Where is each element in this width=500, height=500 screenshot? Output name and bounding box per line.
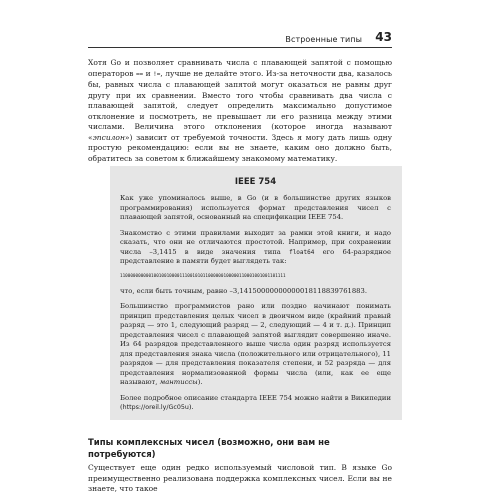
header-rule	[88, 47, 392, 48]
running-header-section: Встроенные типы	[285, 35, 362, 44]
text-run: Большинство программистов рано или поздно начинают понимать принцип представления целых чисел в двоичном виде (крайний правый разряд — это 1, следующий разряд — 2, следующий — 4 и т. д.). Принцип представления чисел с плавающей запятой выглядит совершенно иначе. Из 64 разрядов представленного выше числа один разряд используется для представления знака числа (положительного или отрицательного), 11 разрядов — для представления показателя степени, и 52 разряда — для представления нормализованной формы числа (или, как ее еще называют,	[120, 302, 391, 386]
paragraph-float-comparison	[88, 58, 392, 164]
sidebar-paragraph-intro: Как уже упоминалось выше, в Go (и в большинстве других языков программирования) используется формат представления чисел с плавающей запятой, основанный на спецификации IEEE 754.	[120, 194, 391, 221]
section-heading-complex-types: Типы комплексных чисел (возможно, они вам не потребуются)	[88, 438, 330, 460]
sidebar-ieee754	[110, 166, 402, 420]
sidebar-title: IEEE 754	[234, 177, 277, 187]
text-run: Хотя Go и позволяет сравнивать числа с плавающей запятой с помощью операторов	[88, 58, 392, 78]
text-run: ).	[197, 378, 203, 386]
text-run: , лучше не делайте этого. Из-за неточности два, казалось бы, равных числа с плавающей запятой могут оказаться не равны друг другу при их сравнении. Вместо того чтобы сравнивать два числа с плавающей запятой, следует определить максимально допустимое отклонение и посмотреть, не превышает ли его разница между этими числами. Величина этого отклонения (которое иногда называют «	[88, 68, 392, 142]
code-float64: float64	[289, 248, 315, 256]
page-header	[88, 30, 392, 54]
sidebar-paragraph-bit-layout	[120, 302, 391, 388]
text-run: ») зависит от требуемой точности. Здесь я могу дать лишь одну простую рекомендацию: если вы не знаете, каким оно должно быть, обратитесь за советом к ближайшему знакомому математику.	[88, 132, 392, 163]
binary-representation: 1100000000001001001000011100101011000000100000110001001001101111	[120, 273, 286, 279]
code-operator-ne: !=	[153, 70, 161, 78]
sidebar-paragraph-wikipedia	[120, 394, 391, 413]
italic-term-epsilon: эпсилон	[92, 132, 125, 142]
code-operator-eq: ==	[135, 70, 144, 78]
text-run: Знакомство с этими правилами выходит за рамки этой книги, и надо сказать, что они не отличаются простотой. Например, при сохранении числа –3,1415 в виде значения типа	[120, 228, 391, 256]
sidebar-paragraph-example	[120, 229, 391, 267]
paragraph-complex-intro: Существует еще один редко используемый числовой тип. В языке Go преимущественно реализована поддержка комплексных чисел. Если вы не знаете, что такое	[88, 463, 392, 493]
text-run: ).	[188, 403, 194, 411]
italic-term-mantissa: мантиссы	[159, 378, 198, 386]
sidebar-paragraph-exact-value: что, если быть точным, равно –3,14150000000000018118839761883.	[120, 286, 367, 295]
wikipedia-link[interactable]: https://oreil.ly/Gc05u	[122, 404, 189, 411]
sidebar-content	[120, 176, 391, 419]
page-number: 43	[375, 30, 392, 44]
text-run: и	[143, 68, 154, 78]
text-run: Более подробное описание стандарта IEEE 754 можно найти в Википедии (	[120, 393, 391, 411]
text-run: его 64-разрядное представление в памяти будет выглядеть так:	[120, 247, 391, 265]
